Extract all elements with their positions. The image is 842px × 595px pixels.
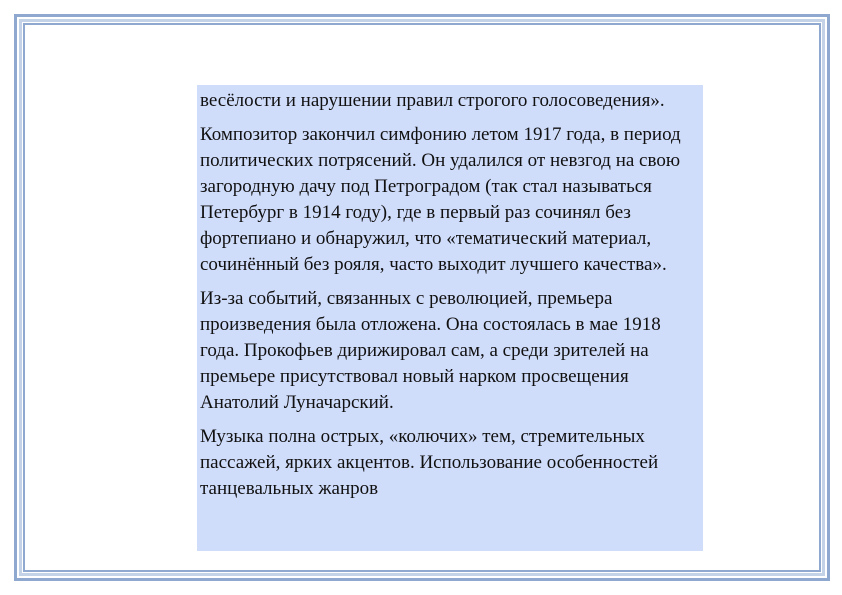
paragraph-3: Из-за событий, связанных с революцией, премьера произведения была отложена. Она состоялась в мае 1918 года. Прокофьев дирижировал сам, а среди зрителей на премьере присутствовал новый нарком просвещения Анатолий Луначарский. (200, 288, 661, 413)
text-box (197, 85, 703, 551)
paragraph-2: Композитор закончил симфонию летом 1917 года, в период политических потрясений. Он удалился от невзгод на свою загородную дачу под Петроградом (так стал называться Петербург в 1914 году), где в первый раз сочинял без фортепиано и обнаружил, что «тематический материал, сочинённый без рояля, часто выходит лучшего качества». (200, 124, 681, 275)
paragraph-1: весёлости и нарушении правил строгого голосоведения». (200, 90, 665, 111)
paragraph-4: Музыка полна острых, «колючих» тем, стремительных пассажей, ярких акцентов. Использование особенностей танцевальных жанров (200, 426, 659, 499)
